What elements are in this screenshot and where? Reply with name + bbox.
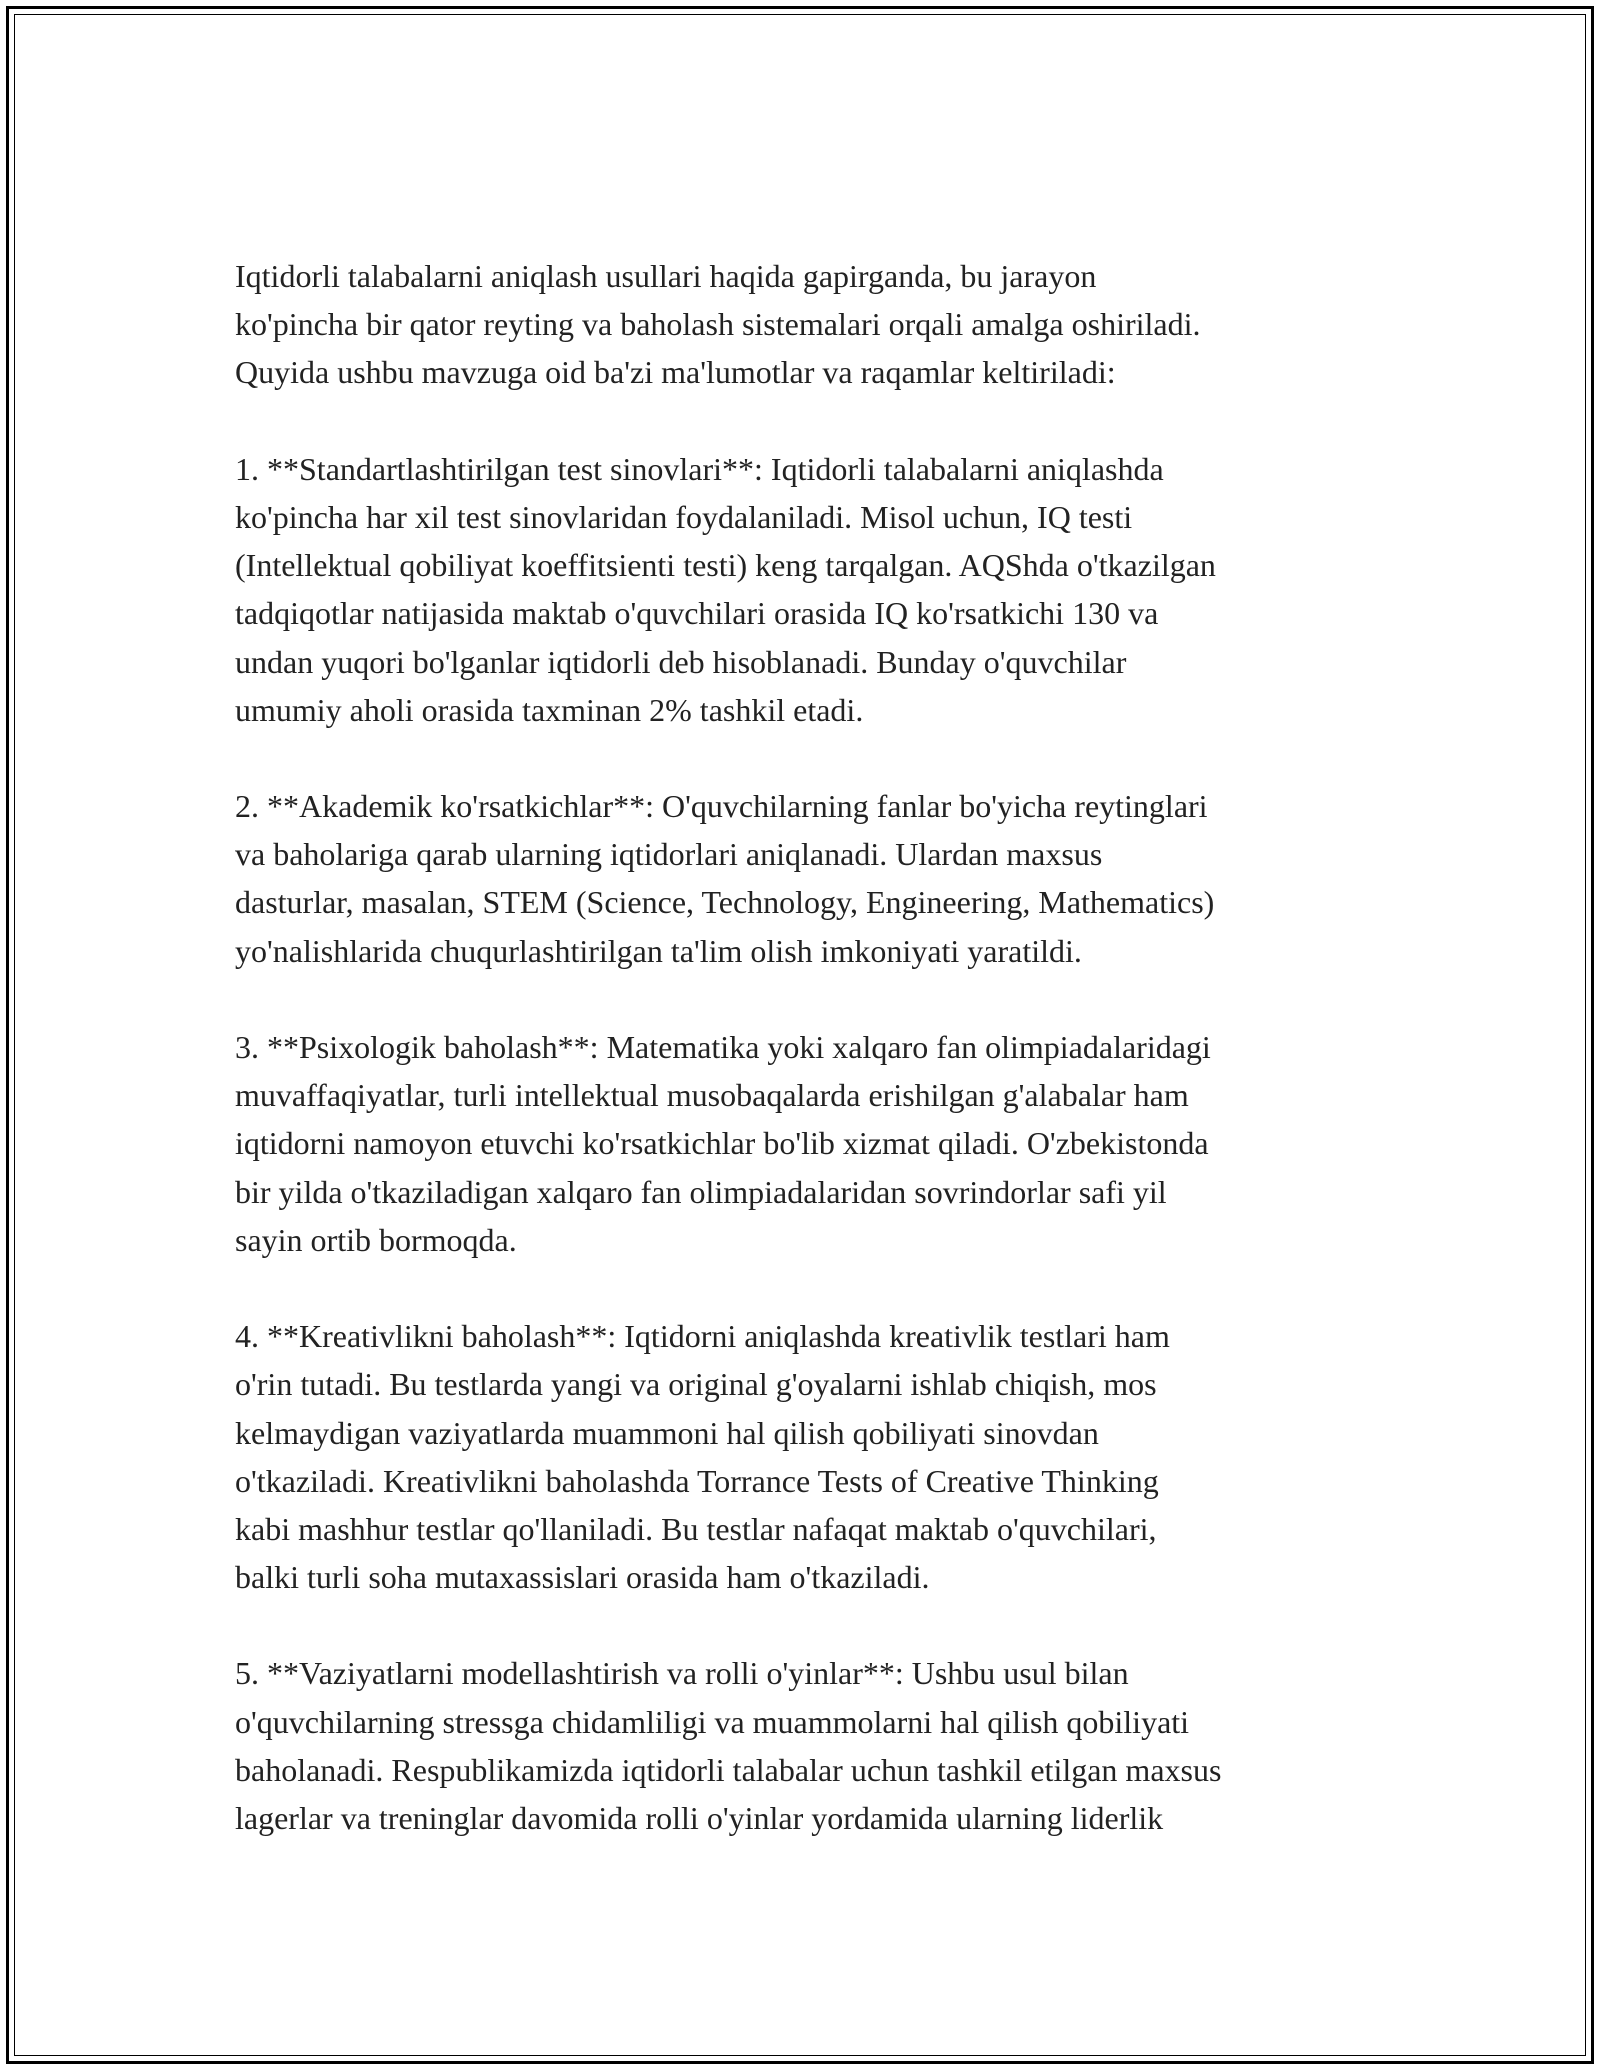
text-line: tadqiqotlar natijasida maktab o'quvchilari orasida IQ ko'rsatkichi 130 va <box>235 595 1159 632</box>
text-line: 2. **Akademik ko'rsatkichlar**: O'quvchilarning fanlar bo'yicha reytinglari <box>235 788 1208 825</box>
text-line: lagerlar va treninglar davomida rolli o'yinlar yordamida ularning liderlik <box>235 1800 1164 1836</box>
text-line: sayin ortib bormoqda. <box>235 1221 517 1258</box>
text-line: va baholariga qarab ularning iqtidorlari aniqlanadi. Ulardan maxsus <box>235 836 1103 873</box>
text-line: o'tkaziladi. Kreativlikni baholashda Torrance Tests of Creative Thinking <box>235 1462 1159 1499</box>
text-line: Quyida ushbu mavzuga oid ba'zi ma'lumotlar va raqamlar keltiriladi: <box>235 354 1116 391</box>
paragraph-gap <box>235 734 1375 782</box>
text-line: Iqtidorli talabalarni aniqlash usullari haqida gapirganda, bu jarayon <box>235 258 1097 294</box>
text-line: o'quvchilarning stressga chidamliligi va muammolarni hal qilish qobiliyati <box>235 1703 1190 1740</box>
text-line: 5. **Vaziyatlarni modellashtirish va rolli o'yinlar**: Ushbu usul bilan <box>235 1655 1129 1692</box>
intro-paragraph <box>235 252 1375 397</box>
text-line: o'rin tutadi. Bu testlarda yangi va original g'oyalarni ishlab chiqish, mos <box>235 1366 1157 1403</box>
text-line: ko'pincha har xil test sinovlaridan foydalaniladi. Misol uchun, IQ testi <box>235 498 1133 535</box>
text-line: 4. **Kreativlikni baholash**: Iqtidorni aniqlashda kreativlik testlari ham <box>235 1318 1170 1355</box>
text-line: baholanadi. Respublikamizda iqtidorli talabalar uchun tashkil etilgan maxsus <box>235 1751 1222 1788</box>
text-line: undan yuqori bo'lganlar iqtidorli deb hisoblanadi. Bunday o'quvchilar <box>235 643 1127 680</box>
text-line: dasturlar, masalan, STEM (Science, Technology, Engineering, Mathematics) <box>235 884 1215 921</box>
text-line: kabi mashhur testlar qo'llaniladi. Bu testlar nafaqat maktab o'quvchilari, <box>235 1510 1157 1547</box>
paragraph-gap <box>235 975 1375 1023</box>
text-line: (Intellektual qobiliyat koeffitsienti testi) keng tarqalgan. AQShda o'tkazilgan <box>235 547 1216 584</box>
text-line: 1. **Standartlashtirilgan test sinovlari**: Iqtidorli talabalarni aniqlashda <box>235 450 1164 487</box>
paragraph-gap <box>235 1601 1375 1649</box>
text-line: 3. **Psixologik baholash**: Matematika yoki xalqaro fan olimpiadalaridagi <box>235 1029 1211 1065</box>
list-item-1-paragraph <box>235 445 1375 734</box>
text-line: yo'nalishlarida chuqurlashtirilgan ta'lim olish imkoniyati yaratildi. <box>235 932 1082 969</box>
text-line: kelmaydigan vaziyatlarda muammoni hal qilish qobiliyati sinovdan <box>235 1414 1099 1451</box>
paragraph-gap <box>235 1264 1375 1312</box>
text-line: iqtidorni namoyon etuvchi ko'rsatkichlar bo'lib xizmat qiladi. O'zbekistonda <box>235 1125 1209 1162</box>
paragraph-gap <box>235 397 1375 445</box>
document-body <box>235 252 1375 1842</box>
text-line: muvaffaqiyatlar, turli intellektual musobaqalarda erishilgan g'alabalar ham <box>235 1077 1189 1114</box>
list-item-3-paragraph <box>235 1023 1375 1264</box>
list-item-4-paragraph <box>235 1312 1375 1601</box>
list-item-2-paragraph <box>235 782 1375 975</box>
text-line: balki turli soha mutaxassislari orasida ham o'tkaziladi. <box>235 1559 930 1596</box>
text-line: ko'pincha bir qator reyting va baholash sistemalari orqali amalga oshiriladi. <box>235 306 1201 343</box>
text-line: umumiy aholi orasida taxminan 2% tashkil etadi. <box>235 691 864 728</box>
list-item-5-paragraph <box>235 1649 1375 1842</box>
text-line: bir yilda o'tkaziladigan xalqaro fan olimpiadalaridan sovrindorlar safi yil <box>235 1173 1167 1210</box>
